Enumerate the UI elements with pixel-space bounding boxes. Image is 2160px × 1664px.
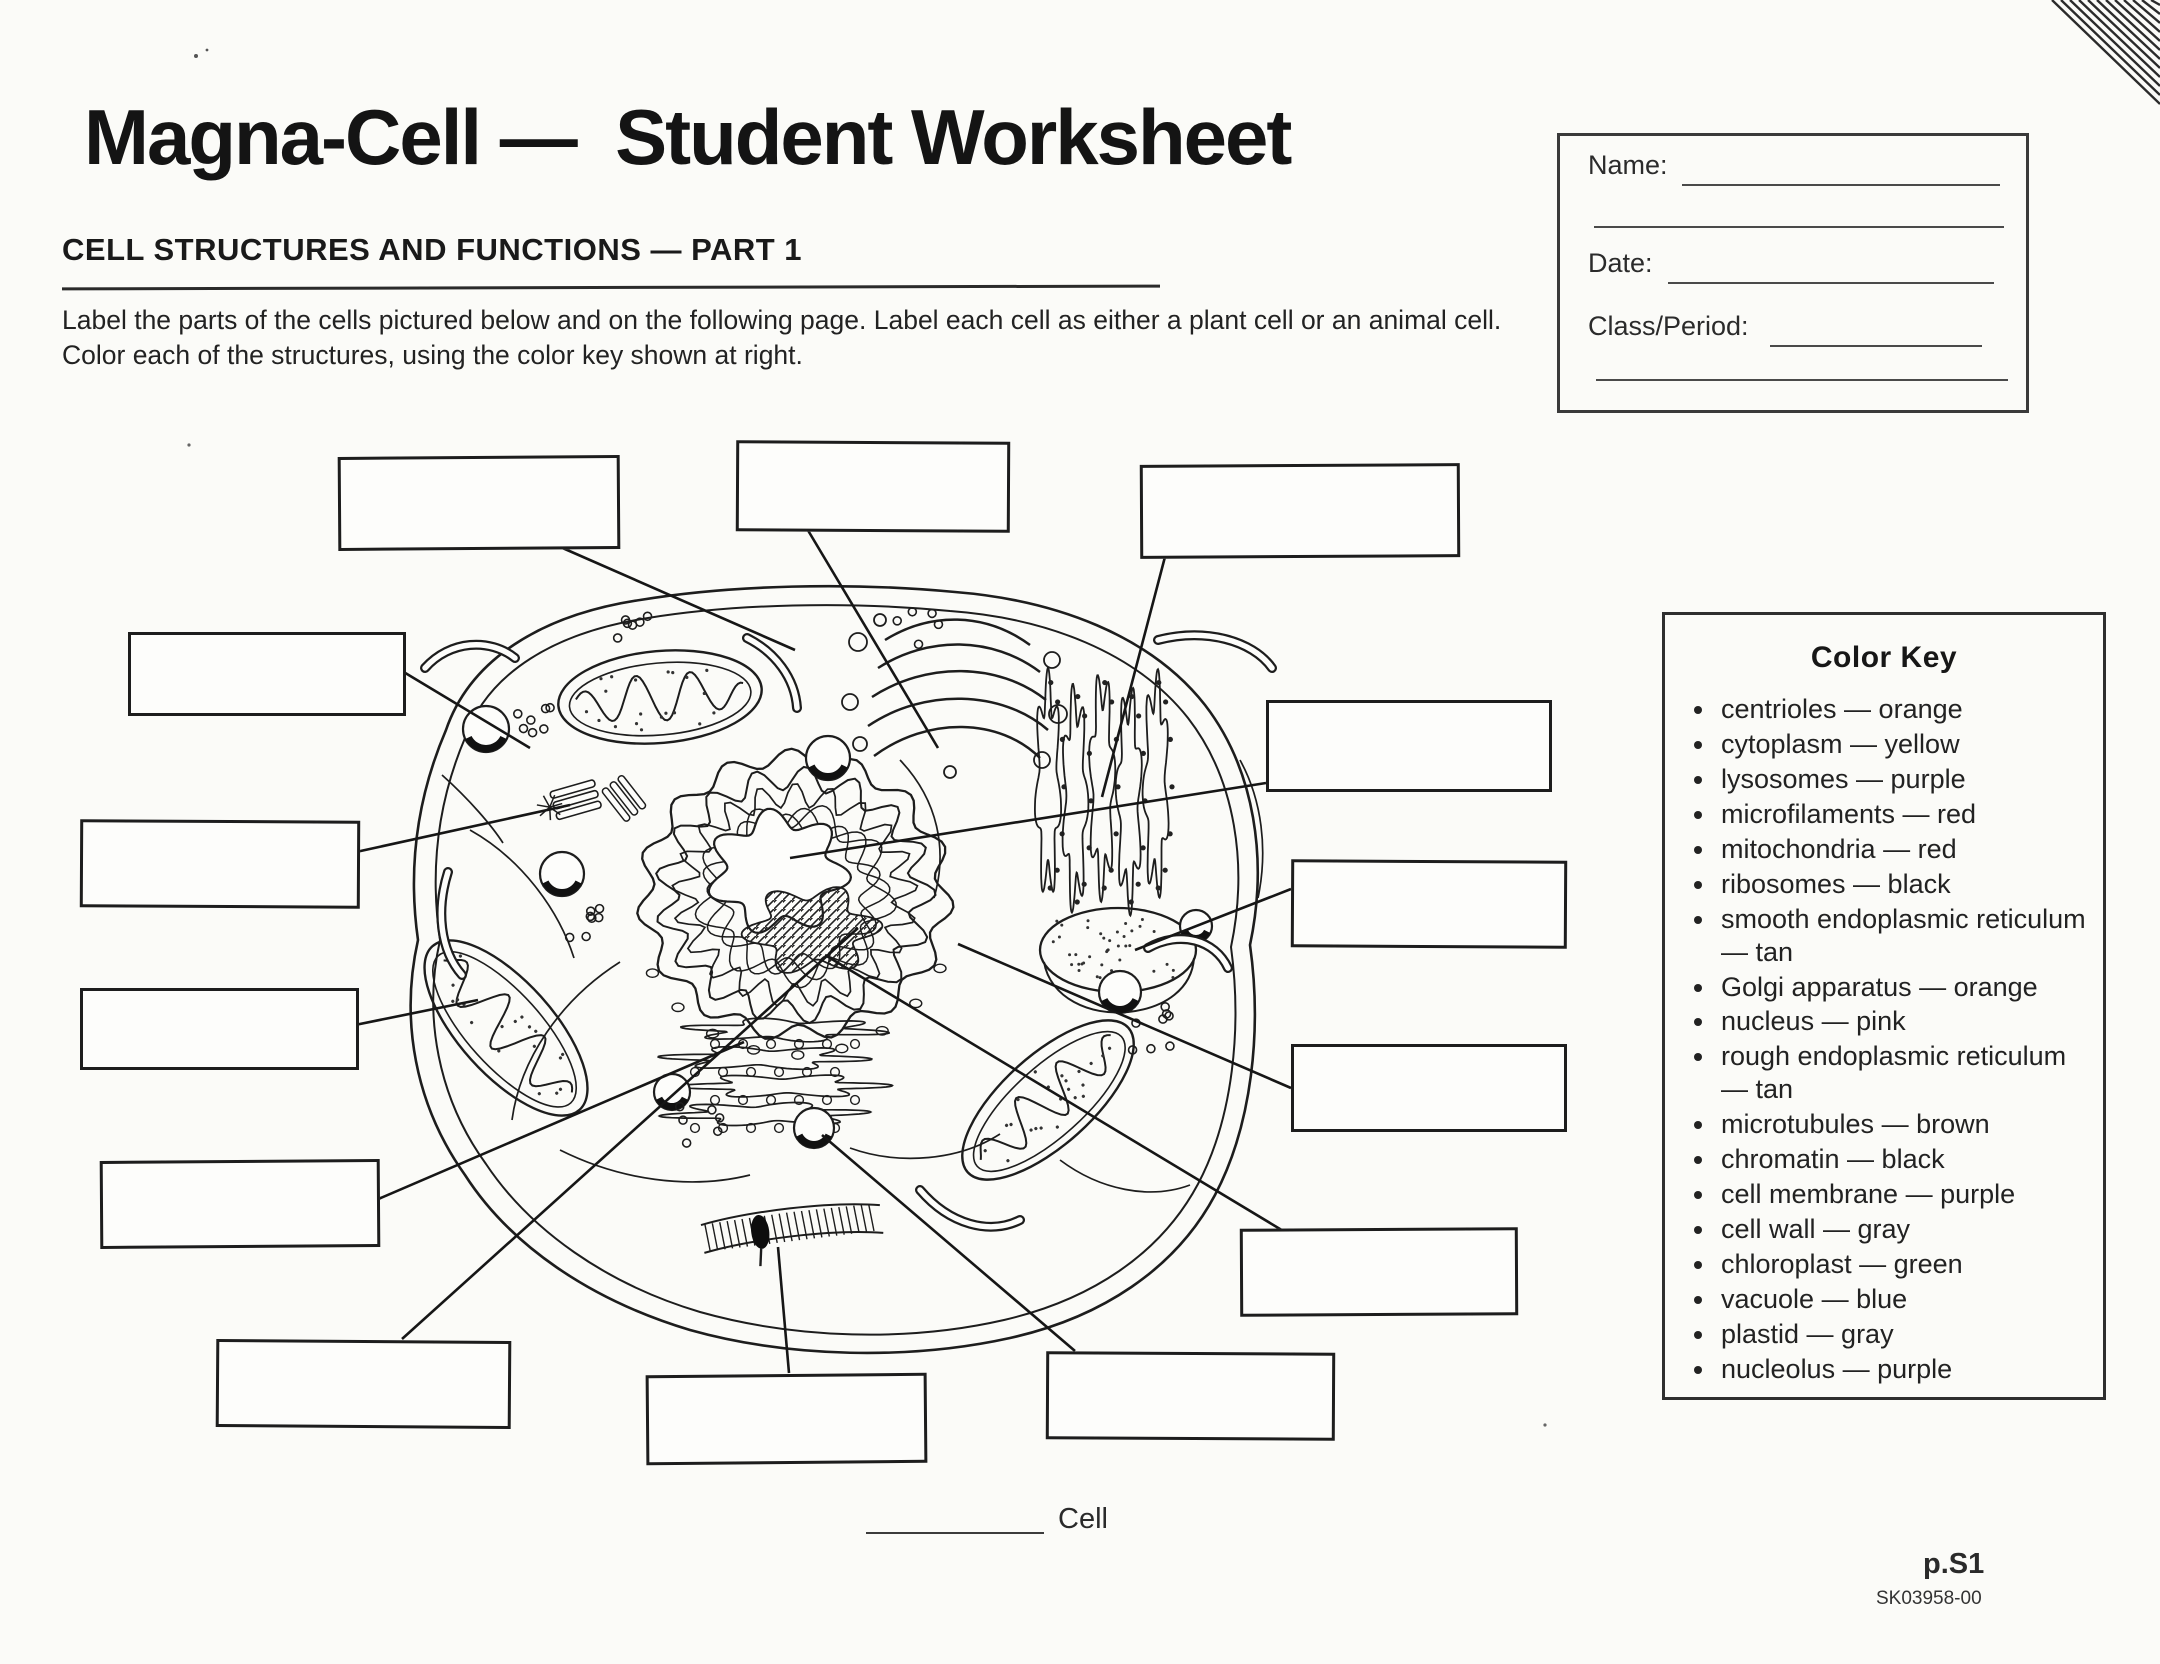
leader-line-9	[778, 1247, 789, 1373]
leader-line-14	[825, 955, 1290, 1235]
color-key-item: • chromatin — black	[1717, 1143, 2093, 1176]
label-box-9[interactable]	[646, 1373, 928, 1465]
document-code: SK03958-00	[1876, 1588, 1982, 1609]
ribosomes	[566, 905, 604, 942]
color-key-item: • centrioles — orange	[1717, 693, 2093, 726]
label-box-2[interactable]	[736, 440, 1010, 532]
cell-structures	[397, 586, 1272, 1353]
mitochondrion-top	[554, 642, 765, 751]
label-box-11[interactable]	[1266, 700, 1552, 792]
color-key-item: • smooth endoplasmic reticulum — tan	[1717, 903, 2093, 969]
instructions-text: Label the parts of the cells pictured below and on the following page. Label each cell as either a plant cell or an animal cell. Color each of the structures, using the color key shown at right.	[62, 305, 1502, 370]
cell-label: Cell	[1058, 1503, 1108, 1535]
cell-type-blank-line[interactable]	[866, 1532, 1044, 1534]
page-number: p.S1	[1923, 1548, 1985, 1580]
date-input-line[interactable]	[1668, 282, 1994, 284]
color-key-item: • lysosomes — purple	[1717, 763, 2093, 796]
color-key-item: • mitochondria — red	[1717, 833, 2093, 866]
name-input-line[interactable]	[1682, 184, 2000, 186]
label-box-6[interactable]	[80, 988, 359, 1070]
leader-line-7	[376, 1042, 744, 1200]
label-box-1[interactable]	[338, 455, 621, 551]
name-label: Name:	[1588, 150, 1668, 180]
leader-line-1	[558, 546, 795, 650]
nucleolus	[709, 809, 883, 973]
label-box-3[interactable]	[1140, 463, 1460, 559]
color-key-list	[1665, 693, 2103, 1386]
label-box-10[interactable]	[1046, 1351, 1335, 1441]
color-key-item: • Golgi apparatus — orange	[1717, 971, 2093, 1004]
leader-line-10	[822, 1135, 1075, 1351]
page-title: Magna-Cell — Student Worksheet	[84, 93, 1291, 181]
class-period-label: Class/Period:	[1588, 311, 1749, 341]
page-subtitle: CELL STRUCTURES AND FUNCTIONS — PART 1	[62, 232, 803, 267]
color-key-title: Color Key	[1810, 641, 1958, 674]
leader-line-6	[355, 1000, 478, 1025]
mitochondrion-bottom-right	[938, 994, 1159, 1205]
color-key-box	[1662, 612, 2106, 1400]
cell-membrane-detail	[700, 1197, 885, 1272]
color-key-item: • microtubules — brown	[1717, 1108, 2093, 1141]
name-input-line-2[interactable]	[1594, 226, 2004, 228]
label-box-14[interactable]	[1240, 1227, 1518, 1316]
lysosome	[806, 736, 850, 780]
color-key-item: • nucleus — pink	[1717, 1005, 2093, 1038]
leader-line-2	[806, 527, 938, 748]
color-key-item: • cell wall — gray	[1717, 1213, 2093, 1246]
class-period-input-line[interactable]	[1770, 345, 1982, 347]
ribosomes	[893, 608, 942, 648]
color-key-item: • chloroplast — green	[1717, 1248, 2093, 1281]
color-key-item: • plastid — gray	[1717, 1318, 2093, 1351]
ribosomes	[514, 704, 554, 737]
leader-line-8	[402, 928, 858, 1339]
label-box-12[interactable]	[1291, 859, 1567, 948]
lysosome	[540, 852, 584, 896]
leader-line-5	[356, 805, 570, 852]
color-key-item: • cell membrane — purple	[1717, 1178, 2093, 1211]
color-key-item: • rough endoplasmic reticulum — tan	[1717, 1040, 2093, 1106]
extra-input-line[interactable]	[1596, 379, 2008, 381]
color-key-item: • vacuole — blue	[1717, 1283, 2093, 1316]
golgi-apparatus	[842, 614, 1067, 778]
color-key-item: • nucleolus — purple	[1717, 1353, 2093, 1386]
ribosomes	[614, 612, 652, 642]
centrioles	[534, 767, 649, 844]
label-box-13[interactable]	[1291, 1044, 1567, 1132]
leader-line-12	[1135, 889, 1291, 950]
label-box-8[interactable]	[216, 1339, 512, 1429]
label-box-4[interactable]	[128, 632, 406, 716]
label-box-5[interactable]	[80, 819, 360, 908]
color-key-item: • ribosomes — black	[1717, 868, 2093, 901]
color-key-item: • microfilaments — red	[1717, 798, 2093, 831]
lysosome	[794, 1108, 834, 1148]
date-label: Date:	[1588, 248, 1653, 278]
student-info-box	[1557, 133, 2029, 413]
color-key-item: • cytoplasm — yellow	[1717, 728, 2093, 761]
label-box-7[interactable]	[100, 1159, 381, 1249]
